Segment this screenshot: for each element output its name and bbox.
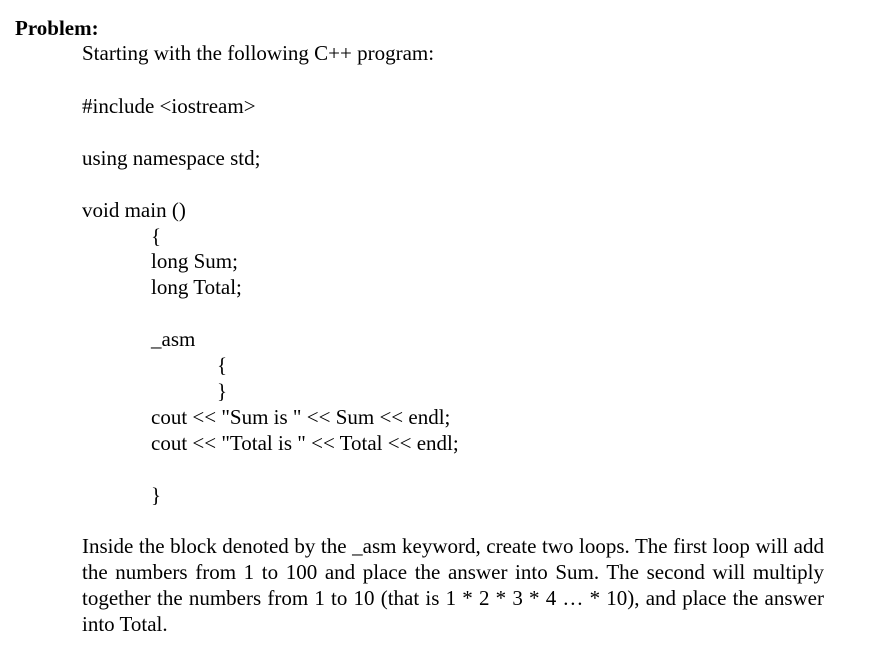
code-decl-sum: long Sum; [151, 249, 238, 273]
code-cout-sum: cout << "Sum is " << Sum << endl; [151, 405, 451, 429]
intro-text: Starting with the following C++ program: [82, 41, 435, 65]
code-cout-total: cout << "Total is " << Total << endl; [151, 431, 459, 455]
code-main-declaration: void main () [82, 198, 186, 222]
instructions-paragraph: Inside the block denoted by the _asm keyword, create two loops. The first loop will add the numbers from 1 to 100 and place the answer into Sum. The second will multiply together the numbers from 1 to 10 (that is 1 * 2 * 3 * 4 … * 10), and place the answer into Total. [82, 534, 824, 636]
code-close-brace: } [151, 483, 162, 507]
code-open-brace: { [151, 224, 162, 248]
code-asm-keyword: _asm [151, 327, 196, 351]
code-asm-open-brace: { [217, 353, 228, 377]
problem-heading: Problem: [15, 16, 99, 40]
code-namespace: using namespace std; [82, 146, 261, 170]
code-asm-close-brace: } [217, 379, 228, 403]
code-include: #include <iostream> [82, 94, 256, 118]
code-decl-total: long Total; [151, 275, 242, 299]
